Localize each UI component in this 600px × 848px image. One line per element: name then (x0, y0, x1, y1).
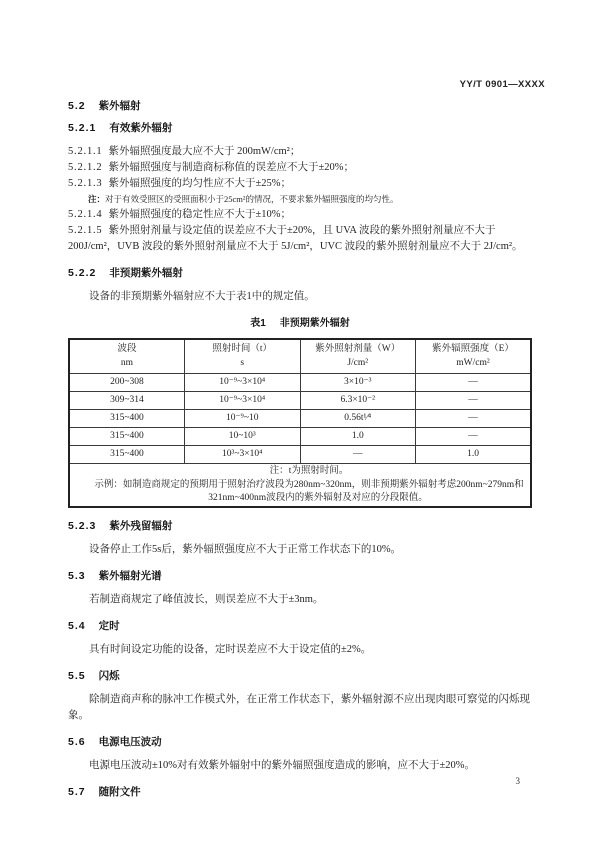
note-label: 示例： (94, 480, 123, 490)
section-title: 闪烁 (98, 670, 120, 682)
col-header-waveband (69, 339, 185, 374)
section-body-5-2-3: 设备停止工作5s后，紫外辐照强度应不大于正常工作状态下的10%。 (89, 544, 402, 555)
cell-irradiance: — (416, 392, 532, 410)
col-name: 波段 (117, 344, 137, 354)
cell-dose: 3×10⁻³ (300, 374, 416, 392)
section-number: 5.2 (68, 100, 86, 112)
note-text: 对于有效受照区的受照面积小于25cm²的情况，不要求紫外辐照强度的均匀性。 (105, 194, 399, 204)
clause-5-2-1-5 (68, 223, 532, 255)
clause-5-2-1-4 (68, 207, 532, 223)
table-row (69, 446, 531, 464)
table-notes-row (69, 464, 531, 508)
section-heading-5-2-2 (68, 266, 532, 281)
page-number: 3 (515, 776, 520, 786)
clause-number: 5.2.1.3 (68, 178, 103, 189)
section-title: 紫外辐射 (98, 100, 141, 112)
cell-waveband: 309~314 (69, 392, 185, 410)
cell-irradiance: — (416, 374, 532, 392)
cell-time: 10⁻⁹~3×10⁴ (185, 374, 301, 392)
cell-time: 10⁻⁹~3×10⁴ (185, 392, 301, 410)
col-unit: s (240, 358, 245, 368)
cell-waveband: 315~400 (69, 428, 185, 446)
table-row (69, 374, 531, 392)
document-number: YY/T 0901—XXXX (459, 79, 545, 90)
unintended-uv-table (68, 338, 532, 508)
clause-text: 紫外辐照强度的均匀性应不大于±25%； (108, 178, 291, 189)
section-body-5-6: 电源电压波动±10%对有效紫外辐射中的紫外辐照强度造成的影响，应不大于±20%。 (89, 760, 476, 771)
col-name: 紫外辐照强度（E） (432, 344, 514, 354)
col-header-exposure-time (185, 339, 301, 374)
cell-dose: — (300, 446, 416, 464)
table-row (69, 392, 531, 410)
col-name: 照射时间（t） (212, 344, 273, 354)
clause-text: 紫外照射剂量与设定值的误差应不大于±20%，且 UVA 波段的紫外照射剂量应不大于 200J/cm²，UVB 波段的紫外照射剂量应不大于 5J/cm²，UVC 波段的紫外照射剂量应不大于 2J/cm²。 (68, 225, 523, 252)
table-row (69, 428, 531, 446)
section-heading-5-5 (68, 669, 532, 684)
clause-text: 紫外辐照强度的稳定性应不大于±10%； (108, 209, 291, 220)
section-title: 电源电压波动 (98, 736, 162, 748)
table-caption (68, 316, 532, 332)
clause-number: 5.2.1.5 (68, 225, 103, 236)
section-body-5-3: 若制造商规定了峰值波长，则误差应不大于±3nm。 (89, 594, 324, 605)
section-heading-5-2-1 (68, 121, 532, 136)
note-label: 注： (88, 194, 106, 204)
section-body-5-5: 除制造商声称的脉冲工作模式外，在正常工作状态下，紫外辐射源不应出现肉眼可察觉的闪烁现象。 (68, 694, 530, 721)
clause-number: 5.2.1.4 (68, 209, 103, 220)
section-number: 5.5 (68, 670, 86, 682)
table-header-row (69, 339, 531, 374)
clause-5-2-1-1 (68, 144, 532, 160)
section-heading-5-2 (68, 99, 532, 114)
col-header-uv-irradiance (416, 339, 532, 374)
col-header-uv-dose (300, 339, 416, 374)
cell-dose: 6.3×10⁻² (300, 392, 416, 410)
page-content (68, 99, 532, 800)
section-title: 非预期紫外辐射 (109, 267, 183, 279)
clause-5-2-1-3 (68, 176, 532, 192)
section-number: 5.7 (68, 786, 86, 798)
section-heading-5-7 (68, 785, 532, 800)
section-number: 5.3 (68, 570, 86, 582)
section-title: 紫外辐射光谱 (98, 570, 162, 582)
cell-waveband: 315~400 (69, 446, 185, 464)
clause-list (68, 144, 532, 255)
section-number: 5.6 (68, 736, 86, 748)
section-title: 随附文件 (98, 786, 141, 798)
clause-text: 紫外辐照强度最大应不大于 200mW/cm²； (108, 146, 301, 157)
col-name: 紫外照射剂量（W） (315, 344, 401, 354)
section-heading-5-2-3 (68, 519, 532, 534)
clause-number: 5.2.1.1 (68, 146, 103, 157)
clause-text: 紫外辐照强度与制造商标称值的误差应不大于±20%； (108, 162, 354, 173)
note-label: 注： (269, 466, 289, 476)
cell-time: 10⁻⁹~10 (185, 410, 301, 428)
cell-irradiance: — (416, 428, 532, 446)
section-title: 有效紫外辐射 (109, 122, 173, 134)
section-title: 定时 (98, 620, 120, 632)
section-body-5-4: 具有时间设定功能的设备，定时误差应不大于设定值的±2%。 (89, 644, 372, 655)
table-notes (69, 464, 531, 508)
clause-number: 5.2.1.2 (68, 162, 103, 173)
section-heading-5-4 (68, 619, 532, 634)
section-title: 紫外残留辐射 (109, 520, 173, 532)
table-example-note (72, 479, 528, 505)
note-text: 如制造商规定的预期用于照射治疗波段为280nm~320nm，则非预期紫外辐射考虑200nm~279nm和321nm~400nm波段内的紫外辐射及对应的分段限值。 (122, 480, 524, 503)
cell-dose: 0.56t¹⁄⁴ (300, 410, 416, 428)
cell-irradiance: 1.0 (416, 446, 532, 464)
section-heading-5-6 (68, 735, 532, 750)
clause-5-2-1-2 (68, 160, 532, 176)
col-unit: nm (120, 358, 134, 368)
cell-waveband: 315~400 (69, 410, 185, 428)
section-number: 5.4 (68, 620, 86, 632)
col-unit: J/cm² (347, 358, 369, 368)
section-number: 5.2.2 (68, 267, 97, 279)
section-heading-5-3 (68, 569, 532, 584)
table-label: 表1 (250, 318, 266, 329)
table-row (69, 410, 531, 428)
table-note (72, 465, 528, 478)
section-number: 5.2.3 (68, 520, 97, 532)
note-text: t为照射时间。 (288, 466, 349, 476)
clause-note (88, 193, 532, 206)
section-body-5-2-2: 设备的非预期紫外辐射应不大于表1中的规定值。 (89, 291, 315, 302)
table-title: 非预期紫外辐射 (279, 318, 350, 329)
cell-waveband: 200~308 (69, 374, 185, 392)
col-unit: mW/cm² (456, 358, 490, 368)
cell-irradiance: — (416, 410, 532, 428)
cell-time: 10~10³ (185, 428, 301, 446)
cell-time: 10³~3×10⁴ (185, 446, 301, 464)
section-number: 5.2.1 (68, 122, 97, 134)
cell-dose: 1.0 (300, 428, 416, 446)
